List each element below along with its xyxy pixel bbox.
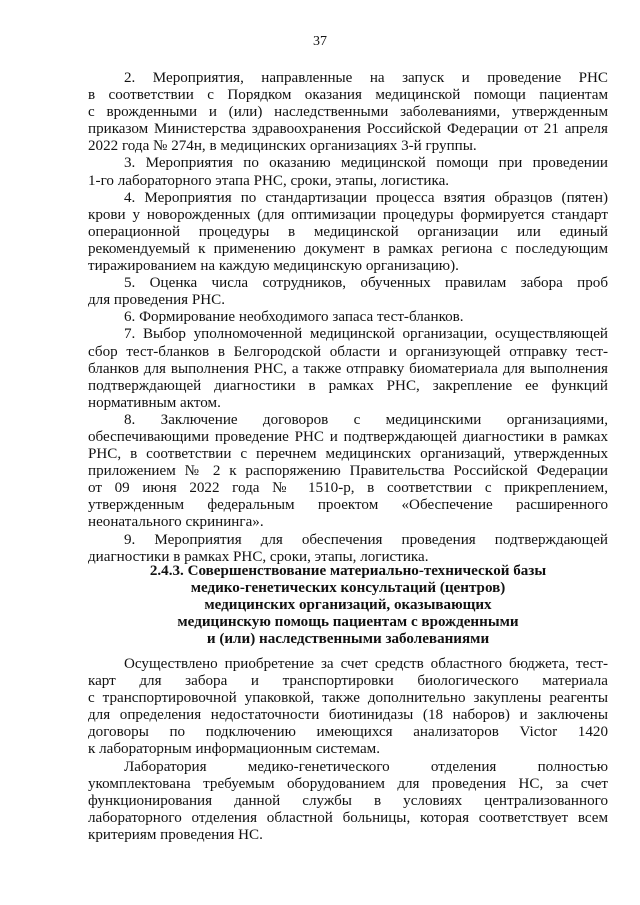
page-number: 37 bbox=[313, 34, 327, 49]
numbered-measures-list bbox=[88, 70, 608, 566]
measure-paragraph bbox=[88, 309, 608, 326]
body-paragraph bbox=[88, 759, 608, 844]
paragraph-line: крови у новорожденных (для оптимизации процедуры формируется стандарт bbox=[88, 206, 608, 223]
body-paragraph bbox=[88, 656, 608, 759]
paragraph-line: нормативным актом. bbox=[88, 394, 221, 411]
paragraph-line: к лабораторным информационным системам. bbox=[88, 741, 380, 758]
paragraph-line: 9. Мероприятия для обеспечения проведения подтверждающей bbox=[124, 531, 608, 548]
paragraph-line: договоры по подключению имеющихся анализаторов Victor 1420 bbox=[88, 724, 608, 741]
measure-paragraph bbox=[88, 70, 608, 155]
paragraph-line: приказом Министерства здравоохранения Российской Федерации от 21 апреля bbox=[88, 121, 608, 138]
paragraph-line: лабораторного отделения областной больницы, которая соответствует всем bbox=[88, 809, 608, 826]
paragraph-line: Лаборатория медико-генетического отделения полностью bbox=[124, 758, 608, 775]
section-heading bbox=[88, 563, 608, 648]
paragraph-line: РНС, в соответствии с перечнем медицинских организаций, утвержденных bbox=[88, 446, 608, 463]
paragraph-line: 2022 года № 274н, в медицинских организациях 3-й группы. bbox=[88, 138, 477, 155]
heading-line: и (или) наследственными заболеваниями bbox=[206, 631, 490, 648]
paragraph-line: 8. Заключение договоров с медицинскими организациями, bbox=[124, 411, 608, 428]
paragraph-line: неонатального скрининга». bbox=[88, 514, 264, 531]
paragraph-line: утвержденным федеральным проектом «Обеспечение расширенного bbox=[88, 497, 608, 514]
paragraph-line: рекомендуемый к применению документ в рамках региона с последующим bbox=[88, 240, 608, 257]
paragraph-line: с транспортировочной упаковкой, также дополнительно закуплены реагенты bbox=[88, 690, 608, 707]
paragraph-line: карт для забора и транспортировки биологического материала bbox=[88, 673, 608, 690]
paragraph-line: 1-го лабораторного этапа РНС, сроки, этапы, логистика. bbox=[88, 172, 450, 189]
measure-paragraph bbox=[88, 155, 608, 189]
paragraph-line: 4. Мероприятия по стандартизации процесса взятия образцов (пятен) bbox=[124, 189, 608, 206]
paragraph-line: 3. Мероприятия по оказанию медицинской помощи при проведении bbox=[124, 155, 608, 172]
paragraph-line: для проведения РНС. bbox=[88, 292, 226, 309]
heading-line: медицинских организаций, оказывающих bbox=[204, 597, 492, 614]
paragraph-line: обеспечивающими проведение РНС и подтверждающей диагностики в рамках bbox=[88, 428, 608, 445]
heading-line: медико-генетических консультаций (центров) bbox=[190, 580, 506, 597]
paragraph-line: операционной процедуры в медицинской организации или единый bbox=[88, 223, 608, 240]
paragraph-line: в соответствии с Порядком оказания медицинской помощи пациентам bbox=[88, 87, 608, 104]
heading-line: медицинскую помощь пациентам с врожденными bbox=[177, 614, 519, 631]
paragraph-line: от 09 июня 2022 года № 1510-р, в соответствии с прикреплением, bbox=[88, 480, 608, 497]
measure-paragraph bbox=[88, 275, 608, 309]
paragraph-line: подтверждающей диагностики в рамках РНС, закрепление ее функций bbox=[88, 377, 608, 394]
paragraph-line: сбор тест-бланков в Белгородской области и организующей отправку тест- bbox=[88, 343, 608, 360]
section-body bbox=[88, 656, 608, 844]
paragraph-line: 5. Оценка числа сотрудников, обученных правилам забора проб bbox=[124, 275, 608, 292]
paragraph-line: для определения недостаточности биотинидазы (18 наборов) и заключены bbox=[88, 707, 608, 724]
paragraph-line: Осуществлено приобретение за счет средств областного бюджета, тест- bbox=[124, 656, 608, 672]
paragraph-line: бланков для выполнения РНС, а также отправку биоматериала для выполнения bbox=[88, 360, 608, 377]
heading-line: 2.4.3. Совершенствование материально-технической базы bbox=[149, 563, 547, 579]
paragraph-line: укомплектована требуемым оборудованием для проведения НС, за счет bbox=[88, 775, 608, 792]
paragraph-line: с врожденными и (или) наследственными заболеваниями, утвержденным bbox=[88, 104, 608, 121]
measure-paragraph bbox=[88, 532, 608, 566]
paragraph-line: критериям проведения НС. bbox=[88, 826, 263, 843]
paragraph-line: 6. Формирование необходимого запаса тест-бланков. bbox=[124, 309, 464, 326]
paragraph-line: функционирования данной службы в условиях централизованного bbox=[88, 792, 608, 809]
paragraph-line: диагностики в рамках РНС, сроки, этапы, логистика. bbox=[88, 548, 429, 565]
paragraph-line: приложением № 2 к распоряжению Правительства Российской Федерации bbox=[88, 463, 608, 480]
paragraph-line: 2. Мероприятия, направленные на запуск и проведение РНС bbox=[124, 70, 608, 86]
measure-paragraph bbox=[88, 326, 608, 411]
paragraph-line: 7. Выбор уполномоченной медицинской организации, осуществляющей bbox=[124, 326, 608, 343]
measure-paragraph bbox=[88, 190, 608, 275]
paragraph-line: тиражированием на каждую медицинскую организацию). bbox=[88, 258, 459, 275]
measure-paragraph bbox=[88, 412, 608, 532]
